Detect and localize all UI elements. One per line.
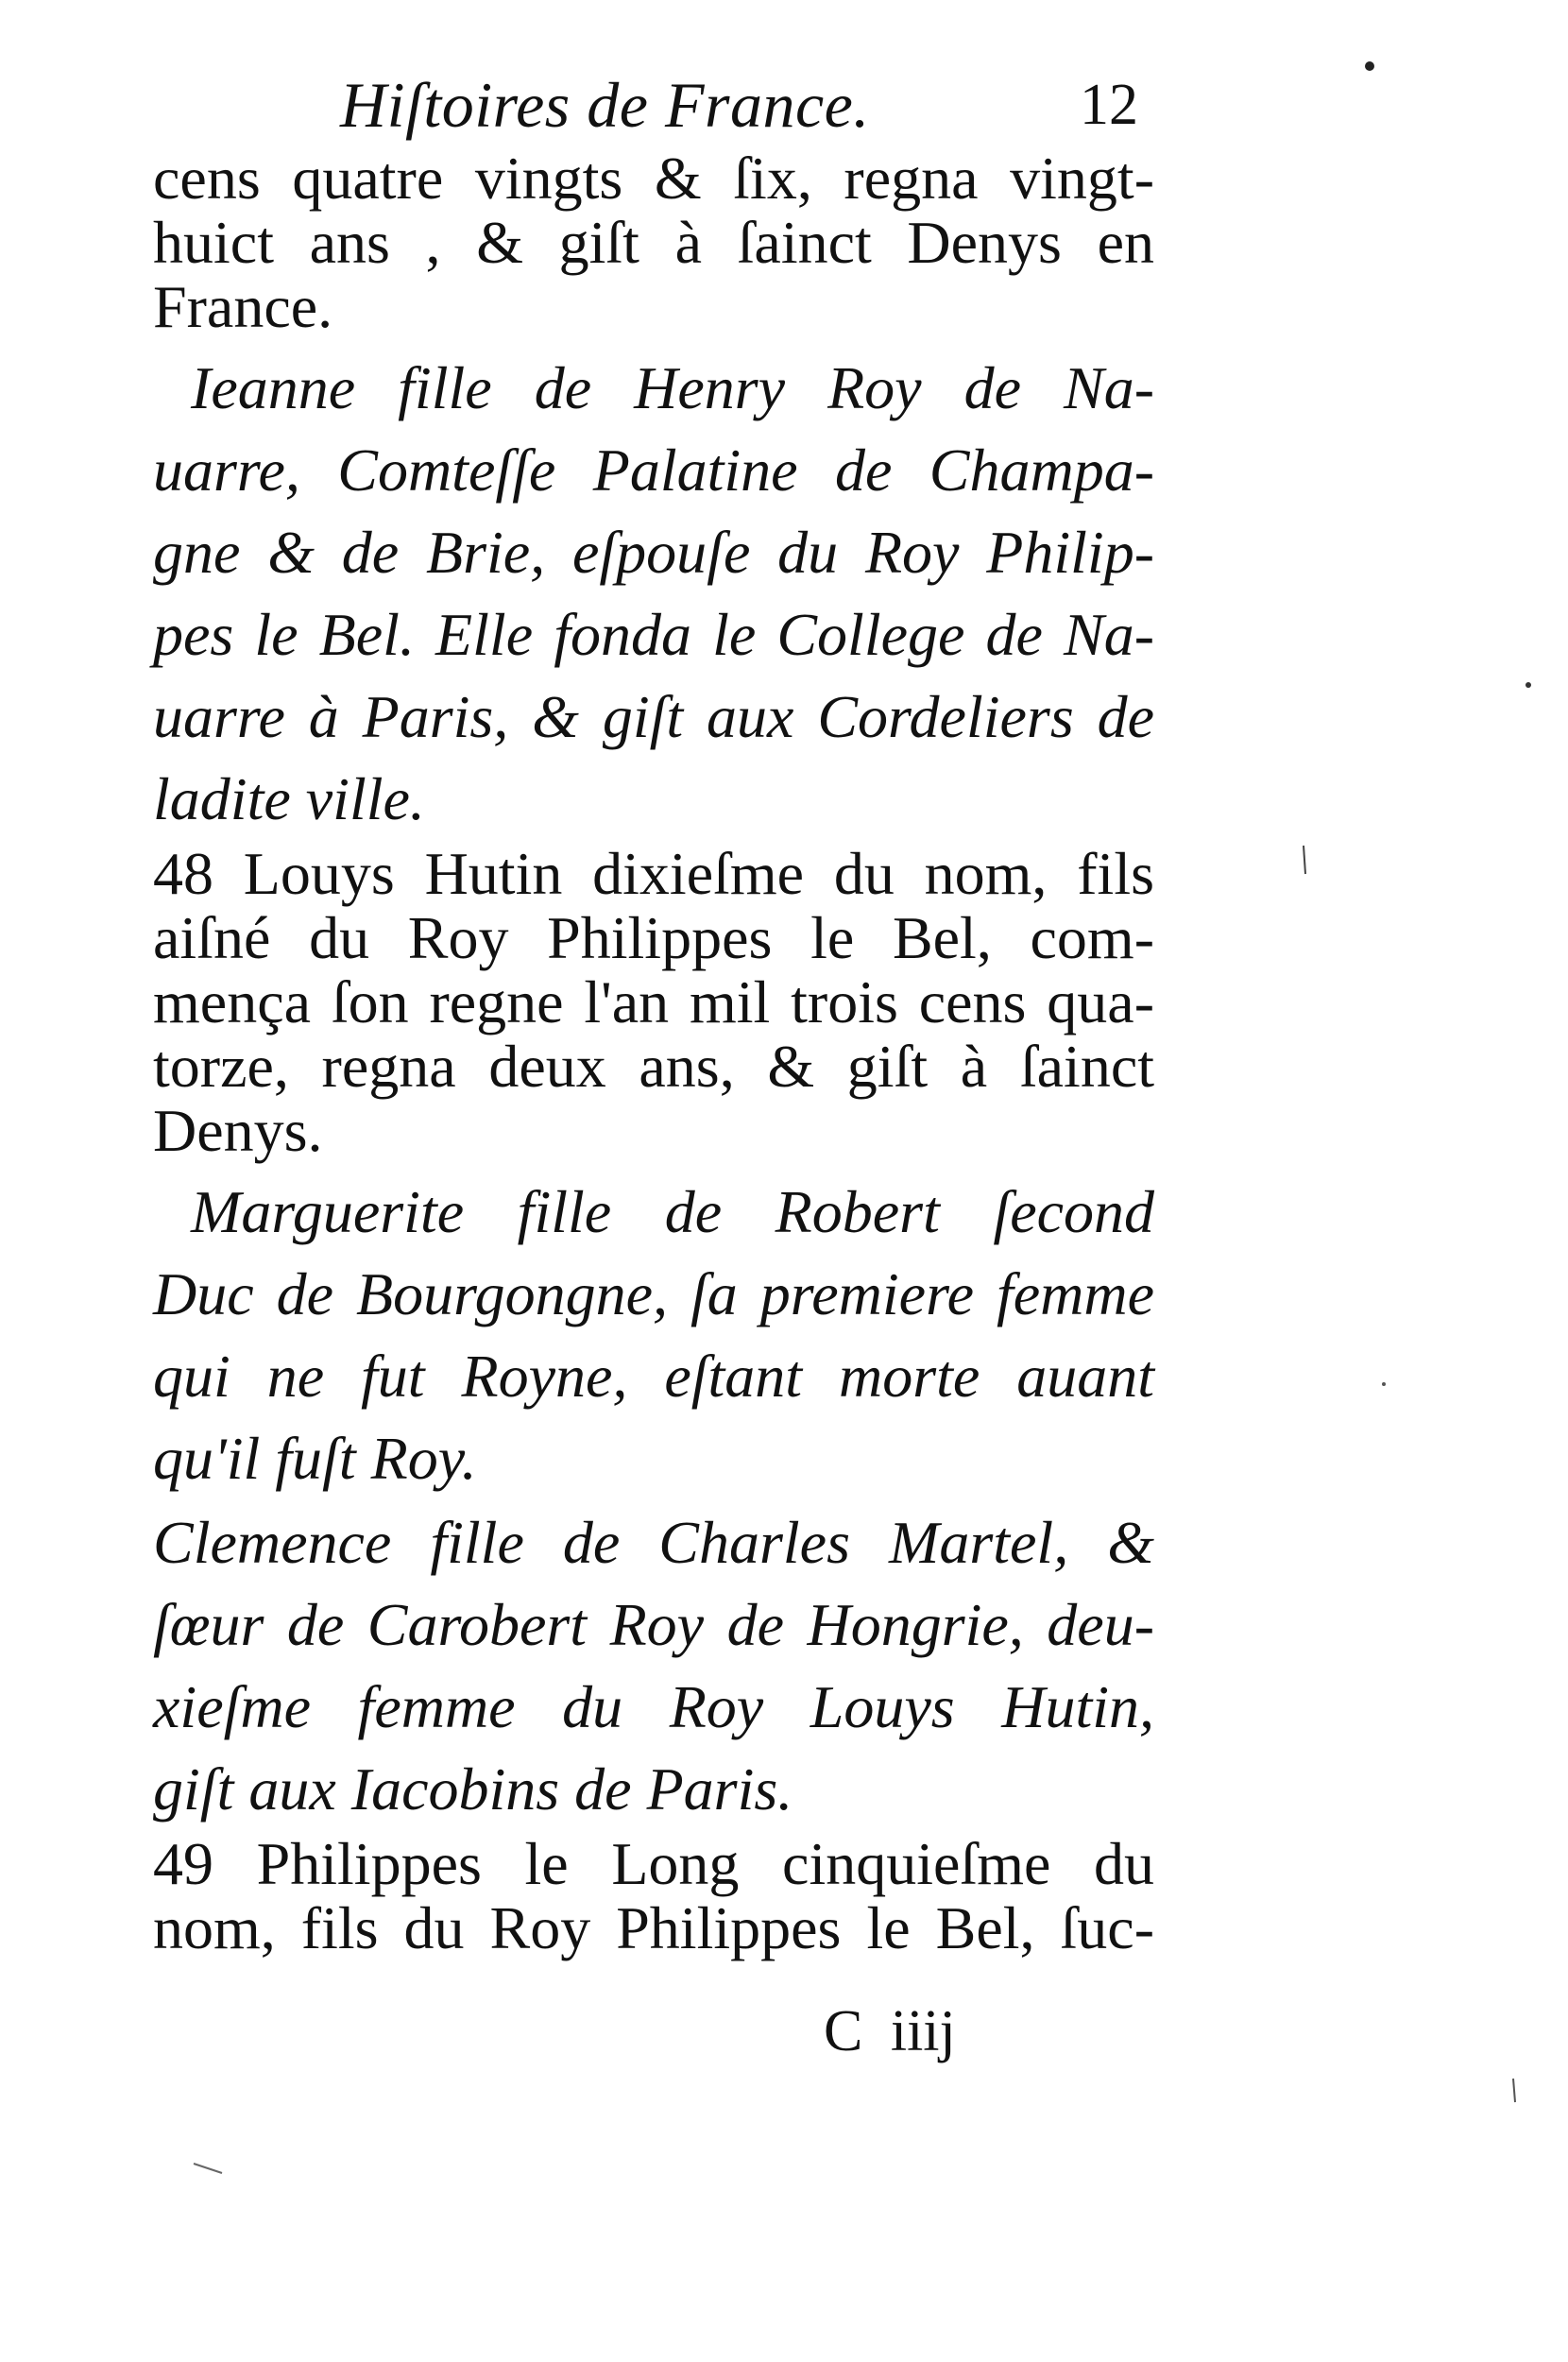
- text-line: uarre à Paris, & giſt aux Cordeliers de: [153, 683, 1154, 750]
- text-line: ſœur de Carobert Roy de Hongrie, deu-: [153, 1591, 1154, 1658]
- text-line: uarre, Comteſſe Palatine de Champa-: [153, 436, 1154, 504]
- text-line: xieſme femme du Roy Louys Hutin,: [153, 1673, 1154, 1740]
- text-line: huict ans , & giſt à ſainct Denys en: [153, 209, 1154, 276]
- ink-speck: [1365, 61, 1374, 71]
- text-line: mença ſon regne l'an mil trois cens qua-: [153, 968, 1154, 1036]
- text-line: qu'il fuſt Roy.: [153, 1425, 477, 1492]
- text-line: ladite ville.: [153, 765, 425, 832]
- ink-speck: [1304, 846, 1305, 874]
- text-line: Clemence fille de Charles Martel, &: [153, 1509, 1154, 1576]
- consort-paragraph-clemence: [153, 1501, 1154, 1830]
- body-text: [153, 146, 1154, 1960]
- entry-paragraph-49: [153, 1832, 1154, 1960]
- entry-paragraph-48: [153, 842, 1154, 1163]
- text-line: Ieanne fille de Henry Roy de Na-: [191, 354, 1154, 421]
- text-line: aiſné du Roy Philippes le Bel, com-: [153, 904, 1154, 971]
- text-line: France.: [153, 273, 333, 340]
- signature-mark: C iiij: [824, 1999, 956, 2063]
- text-line: giſt aux Iacobins de Paris.: [153, 1755, 793, 1823]
- text-line: Denys.: [153, 1097, 323, 1164]
- consort-paragraph-jeanne: [153, 347, 1154, 840]
- ink-speck: [1513, 2079, 1515, 2102]
- text-line: Duc de Bourgongne, ſa premiere femme: [153, 1260, 1154, 1327]
- ink-speck: [1525, 682, 1531, 688]
- running-title: Hiſtoires de France.: [340, 69, 870, 141]
- text-line: nom, fils du Roy Philippes le Bel, ſuc-: [153, 1894, 1154, 1961]
- text-line: torze, regna deux ans, & giſt à ſainct: [153, 1033, 1154, 1100]
- continuation-paragraph: [153, 146, 1154, 339]
- text-line: pes le Bel. Elle fonda le College de Na-: [153, 601, 1154, 668]
- text-line: gne & de Brie, eſpouſe du Roy Philip-: [153, 519, 1154, 586]
- ink-speck: [1382, 1382, 1386, 1386]
- page-number: 12: [1080, 73, 1138, 137]
- consort-paragraph-marguerite: [153, 1171, 1154, 1499]
- text-line: qui ne fut Royne, eſtant morte auant: [153, 1343, 1154, 1410]
- ink-speck: [194, 2164, 222, 2173]
- text-line: cens quatre vingts & ſix, regna vingt-: [153, 145, 1154, 212]
- text-line: 48 Louys Hutin dixieſme du nom, fils: [153, 840, 1154, 907]
- text-line: 49 Philippes le Long cinquieſme du: [153, 1830, 1154, 1897]
- text-line: Marguerite fille de Robert ſecond: [191, 1178, 1154, 1245]
- page-header: [340, 62, 1171, 147]
